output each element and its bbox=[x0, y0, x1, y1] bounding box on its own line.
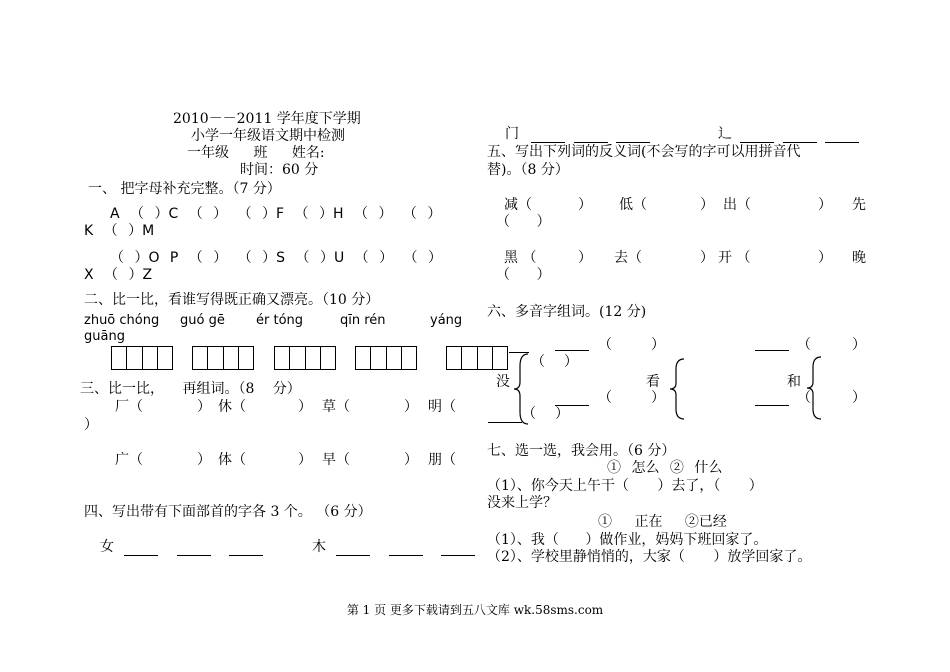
s3-r1-p1: ） bbox=[197, 399, 211, 415]
blank[interactable] bbox=[555, 391, 589, 406]
alphabet-row2-wrap: X （ ）Z bbox=[84, 267, 153, 283]
radical-nv bbox=[100, 538, 263, 556]
s3-r1-wrap: ） bbox=[84, 417, 98, 433]
s5-r2-c3: 开 （ bbox=[718, 250, 751, 266]
class-name-line: 一年级 班 姓名: bbox=[187, 145, 325, 161]
blank[interactable] bbox=[441, 541, 475, 556]
paren-close: ） bbox=[555, 406, 569, 422]
polyphone-mei: 没 bbox=[496, 374, 510, 390]
blank[interactable] bbox=[825, 128, 859, 143]
question-2: （1）、我（ ）做作业，妈妈下班回家了。 bbox=[487, 532, 768, 548]
s5-r2-c4: 晚 bbox=[852, 250, 866, 266]
paren-close: ） bbox=[852, 337, 866, 353]
writing-grid-2[interactable] bbox=[192, 346, 254, 370]
s3-r1-c1: 厂（ bbox=[115, 399, 143, 415]
s3-r2-c4: 朋（ bbox=[428, 452, 456, 468]
section5-heading: 五、写出下列词的反义词(不会写的字可以用拼音代 bbox=[487, 144, 801, 160]
s3-r2-c2: 体（ bbox=[218, 452, 246, 468]
section3-heading: 三、比一比， 再组词。（8 分） bbox=[80, 381, 301, 397]
s3-r2-p1: ） bbox=[197, 452, 211, 468]
s5-r2-p1: ） bbox=[578, 250, 592, 266]
alphabet-row2: （ ）O P （ ） （ ）S （ ）U （ ） （ ） bbox=[110, 250, 442, 266]
blank[interactable] bbox=[783, 128, 817, 143]
s5-r2-c1: 黑 （ bbox=[504, 250, 537, 266]
s5-r1-p1: ） bbox=[578, 197, 592, 213]
blank[interactable] bbox=[755, 336, 789, 351]
pinyin-2: guó gē bbox=[180, 313, 225, 328]
paren-close: ） bbox=[852, 390, 866, 406]
s5-r1-wrap: （ ） bbox=[496, 214, 551, 230]
pinyin-5: yáng bbox=[430, 313, 463, 328]
blank[interactable] bbox=[531, 128, 565, 143]
pinyin-4: qīn rén bbox=[340, 313, 386, 328]
s5-r2-p2: ） bbox=[700, 250, 714, 266]
section4-heading: 四、写出带有下面部首的字各 3 个。 （6 分） bbox=[84, 504, 372, 520]
blank[interactable] bbox=[229, 541, 263, 556]
blank[interactable] bbox=[616, 128, 650, 143]
paren-close: ） bbox=[651, 390, 665, 406]
paren-open: （ bbox=[598, 337, 612, 353]
exam-subtitle: 小学一年级语文期中检测 bbox=[191, 128, 345, 144]
blank[interactable] bbox=[336, 541, 370, 556]
page-footer: 第 1 页 更多下载请到五八文库 wk.58sms.com bbox=[346, 603, 604, 617]
choices-1: ① 怎么 ② 什么 bbox=[607, 460, 723, 476]
radical-men bbox=[505, 125, 650, 143]
radical-nv-label: 女 bbox=[100, 539, 114, 555]
radical-chuo-label: 辶 bbox=[718, 126, 732, 142]
radical-chuo bbox=[718, 125, 859, 143]
s5-r1-c2: 低（ bbox=[619, 197, 647, 213]
radical-mu-label: 木 bbox=[312, 539, 326, 555]
s5-r1-c4: 先 bbox=[852, 197, 866, 213]
alphabet-row1-wrap: K （ ）M bbox=[84, 223, 155, 239]
writing-grid-1[interactable] bbox=[111, 346, 173, 370]
s3-r1-c4: 明（ bbox=[428, 399, 456, 415]
question-3: （2）、学校里静悄悄的，大家（ ）放学回家了。 bbox=[487, 549, 812, 565]
pinyin-3: ér tóng bbox=[256, 313, 304, 328]
section6-heading: 六、多音字组词。(12 分) bbox=[487, 304, 647, 320]
s5-r2-wrap: （ ） bbox=[496, 267, 551, 283]
paren-open: （ bbox=[598, 390, 612, 406]
s5-r2-p3: ） bbox=[818, 250, 832, 266]
writing-grid-5[interactable] bbox=[446, 346, 508, 370]
blank[interactable] bbox=[124, 541, 158, 556]
s3-r2-c1: 广（ bbox=[115, 452, 143, 468]
exam-title: 2010－－2011 学年度下学期 bbox=[173, 111, 361, 127]
section5-heading-wrap: 替)。（8 分） bbox=[487, 162, 569, 178]
left-brace-3 bbox=[805, 355, 825, 421]
alphabet-row1: A （ ）C （ ） （ ）F （ ）H （ ） （ ） bbox=[110, 206, 442, 222]
pinyin-1: zhuō chóng bbox=[84, 313, 160, 328]
writing-grid-3[interactable] bbox=[274, 346, 336, 370]
paren-open: （ bbox=[797, 390, 811, 406]
s5-r1-c1: 减（ bbox=[504, 197, 532, 213]
blank[interactable] bbox=[740, 128, 774, 143]
pinyin-5-wrap: guāng bbox=[84, 329, 125, 344]
paren-open: （ bbox=[531, 354, 545, 370]
paren-close: ） bbox=[564, 354, 578, 370]
section7-heading: 七、选一选，我会用。（6 分） bbox=[487, 443, 676, 459]
polyphone-kan: 看 bbox=[646, 374, 660, 390]
section1-heading: 一、 把字母补充完整。（7 分） bbox=[88, 181, 281, 197]
question-1-wrap: 没来上学？ bbox=[487, 495, 557, 511]
s3-r1-p3: ） bbox=[404, 399, 418, 415]
blank[interactable] bbox=[177, 541, 211, 556]
paren-open: （ bbox=[522, 406, 536, 422]
s3-r1-c3: 草（ bbox=[322, 399, 350, 415]
blank[interactable] bbox=[488, 408, 522, 423]
paren-open: （ bbox=[797, 337, 811, 353]
radical-men-label: 门 bbox=[505, 126, 519, 142]
s5-r1-c3: 出（ bbox=[723, 197, 751, 213]
s3-r2-p3: ） bbox=[404, 452, 418, 468]
exam-time: 时间：60 分 bbox=[240, 162, 319, 178]
blank[interactable] bbox=[574, 128, 608, 143]
polyphone-he: 和 bbox=[787, 374, 801, 390]
choices-2: ① 正在 ②已经 bbox=[598, 514, 727, 530]
s3-r2-c3: 早（ bbox=[322, 452, 350, 468]
question-1: （1）、你今天上午干（ ）去了，（ ） bbox=[487, 478, 763, 494]
s5-r1-p2: ） bbox=[700, 197, 714, 213]
section2-heading: 二、比一比，看谁写得既正确又漂亮。（10 分） bbox=[84, 292, 380, 308]
s3-r1-c2: 休（ bbox=[218, 399, 246, 415]
blank[interactable] bbox=[755, 391, 789, 406]
writing-grid-4[interactable] bbox=[355, 346, 417, 370]
blank[interactable] bbox=[389, 541, 423, 556]
blank[interactable] bbox=[555, 336, 589, 351]
left-brace-2 bbox=[668, 357, 688, 421]
s3-r1-p2: ） bbox=[298, 399, 312, 415]
s5-r1-p3: ） bbox=[818, 197, 832, 213]
s5-r2-c2: 去（ bbox=[614, 250, 642, 266]
s3-r2-p2: ） bbox=[298, 452, 312, 468]
radical-mu bbox=[312, 538, 475, 556]
paren-close: ） bbox=[651, 337, 665, 353]
blank[interactable] bbox=[509, 338, 529, 353]
